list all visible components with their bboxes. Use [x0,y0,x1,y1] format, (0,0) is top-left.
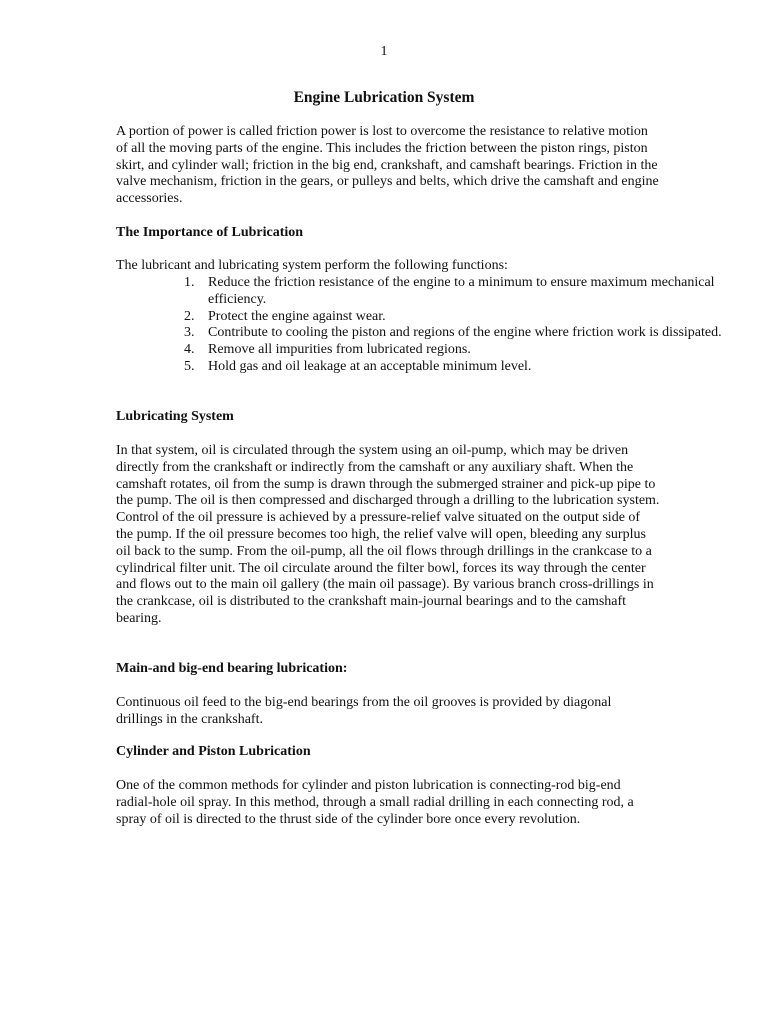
functions-lead: The lubricant and lubricating system perform the following functions: [116,258,508,273]
document-title: Engine Lubrication System [293,89,475,106]
list-item [184,275,752,309]
lubricating-system-heading: Lubricating System [116,409,234,424]
list-item [184,342,752,359]
list-item-text: Contribute to cooling the piston and regions of the engine where friction work is dissipated. [208,325,722,341]
list-item [184,308,752,326]
list-item-text: Protect the engine against wear. [208,308,386,324]
list-item [184,358,752,376]
list-item-number: 3. [184,325,195,341]
list-item-text: Remove all impurities from lubricated regions. [208,342,471,358]
list-item-number: 4. [184,342,195,358]
importance-heading: The Importance of Lubrication [116,225,304,240]
intro-paragraph: A portion of power is called friction power is lost to overcome the resistance to relative motion of all the moving parts of the engine. This includes the friction between the piston rings, piston skirt, and cylinder wall; friction in the big end, crankshaft, and camshaft bearings. Friction in the valve mechanism, friction in the gears, or pulleys and belts, which drive the camshaft and engine accessories. [116,124,659,207]
bearing-lubrication-heading: Main-and big-end bearing lubrication: [116,661,348,676]
lubricating-system-paragraph: In that system, oil is circulated through the system using an oil-pump, which may be driven directly from the crankshaft or indirectly from the camshaft or any auxiliary shaft. When the camshaft rotates, oil from the sump is drawn through the submerged strainer and pick-up pipe to the pump. The oil is then compressed and discharged through a drilling to the lubrication system. Control of the oil pressure is achieved by a pressure-relief valve situated on the output side of the pump. If the oil pressure becomes too high, the relief valve will open, bleeding any surplus oil back to the sump. From the oil-pump, all the oil flows through drillings in the crankcase to a cylindrical filter unit. The oil circulate around the filter bowl, forces its way through the center and flows out to the main oil gallery (the main oil passage). By various branch cross-drillings in the crankcase, oil is distributed to the crankshaft main-journal bearings and to the camshaft bearing. [116,443,660,626]
list-item-number: 1. [184,275,195,290]
list-item-text: Hold gas and oil leakage at an acceptable minimum level. [208,358,532,374]
list-item [184,325,752,342]
bearing-lubrication-paragraph: Continuous oil feed to the big-end bearings from the oil grooves is provided by diagonal drillings in the crankshaft. [116,695,612,727]
list-item-number: 5. [184,358,195,374]
piston-lubrication-heading: Cylinder and Piston Lubrication [116,744,311,759]
list-item-number: 2. [184,308,195,324]
list-item-text: Reduce the friction resistance of the engine to a minimum to ensure maximum mechanical efficiency. [208,275,715,307]
page-number: 1 [380,44,388,59]
piston-lubrication-paragraph: One of the common methods for cylinder and piston lubrication is connecting-rod big-end radial-hole oil spray. In this method, through a small radial drilling in each connecting rod, a spray of oil is directed to the thrust side of the cylinder bore once every revolution. [116,778,634,827]
functions-list [116,275,752,376]
